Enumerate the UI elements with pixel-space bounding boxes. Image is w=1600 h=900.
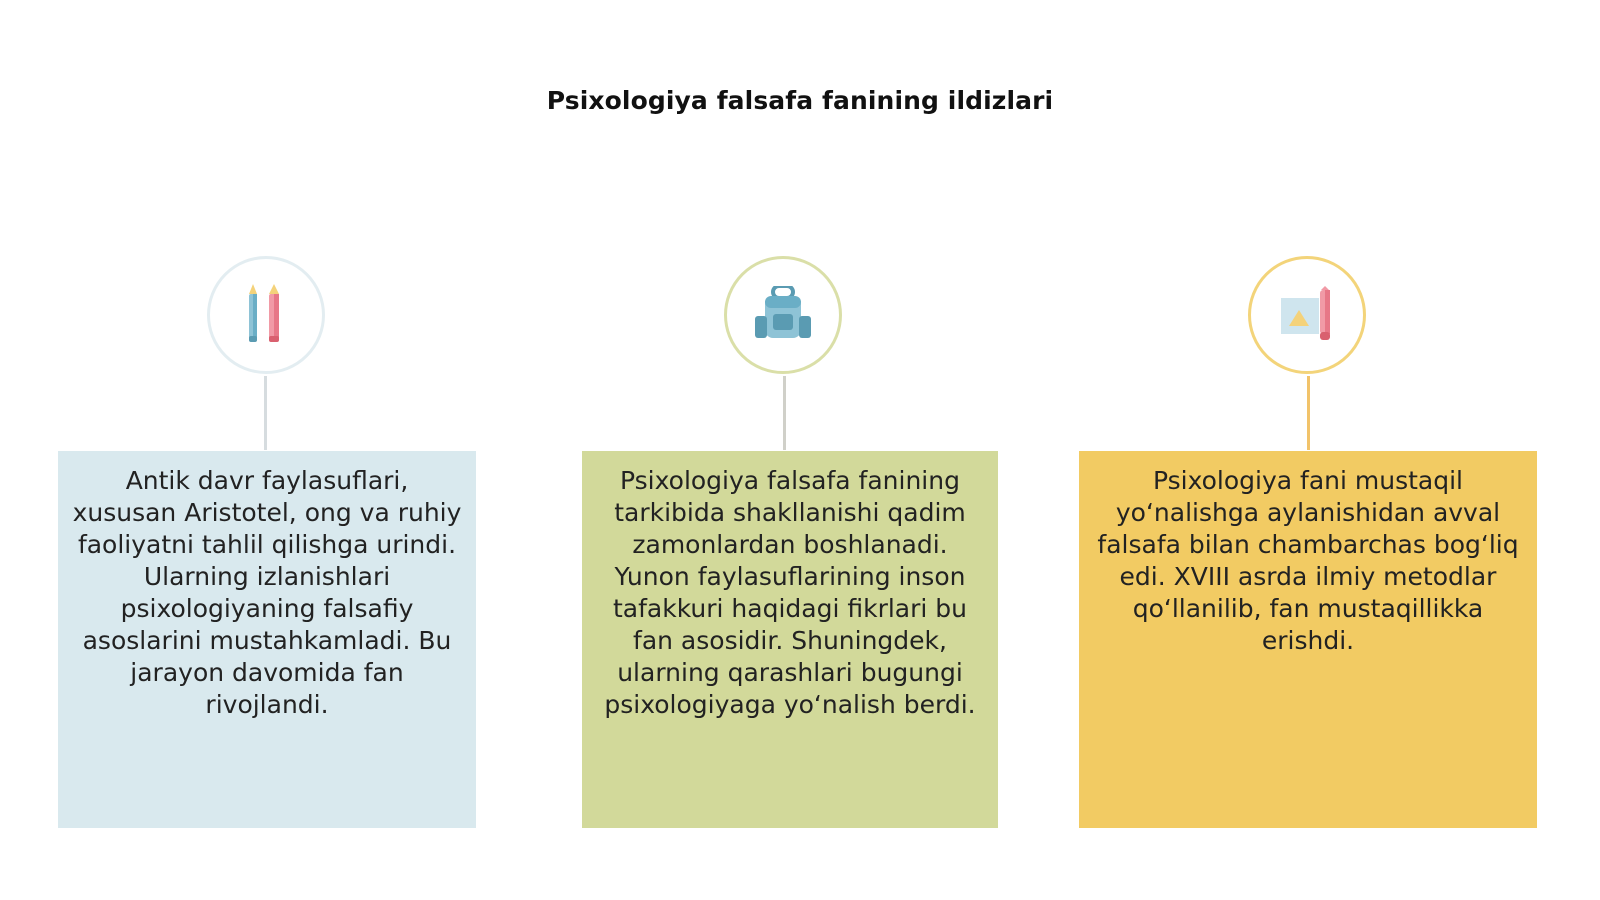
picture-and-pencil-icon bbox=[1277, 286, 1337, 344]
icon-circle-3 bbox=[1248, 256, 1366, 374]
pencils-icon bbox=[239, 284, 293, 346]
info-card-1 bbox=[58, 451, 476, 828]
connector-line-3 bbox=[1307, 376, 1310, 450]
slide-title: Psixologiya falsafa fanining ildizlari bbox=[546, 86, 1054, 115]
backpack-icon bbox=[753, 286, 813, 344]
info-card-2 bbox=[582, 451, 998, 828]
icon-circle-2 bbox=[724, 256, 842, 374]
connector-line-1 bbox=[264, 376, 267, 450]
icon-circle-1 bbox=[207, 256, 325, 374]
card-text-1: Antik davr faylasuflari, xususan Aristotel, ong va ruhiy faoliyatni tahlil qilishga urindi. Ularning izlanishlari psixologiyaning falsafiy asoslarini mustahkamladi. Bu jarayon davomida fan rivojlandi. bbox=[72, 466, 462, 719]
info-card-3 bbox=[1079, 451, 1537, 828]
connector-line-2 bbox=[783, 376, 786, 450]
card-text-2: Psixologiya falsafa fanining tarkibida shakllanishi qadim zamonlardan boshlanadi. Yunon faylasuflarining inson tafakkuri haqidagi fikrlari bu fan asosidir. Shuningdek, ularning qarashlari bugungi psixologiyaga yo‘nalish berdi. bbox=[604, 466, 976, 719]
card-text-3: Psixologiya fani mustaqil yo‘nalishga aylanishidan avval falsafa bilan chambarchas bog‘liq edi. XVIII asrda ilmiy metodlar qo‘llanilib, fan mustaqillikka erishdi. bbox=[1097, 466, 1519, 655]
